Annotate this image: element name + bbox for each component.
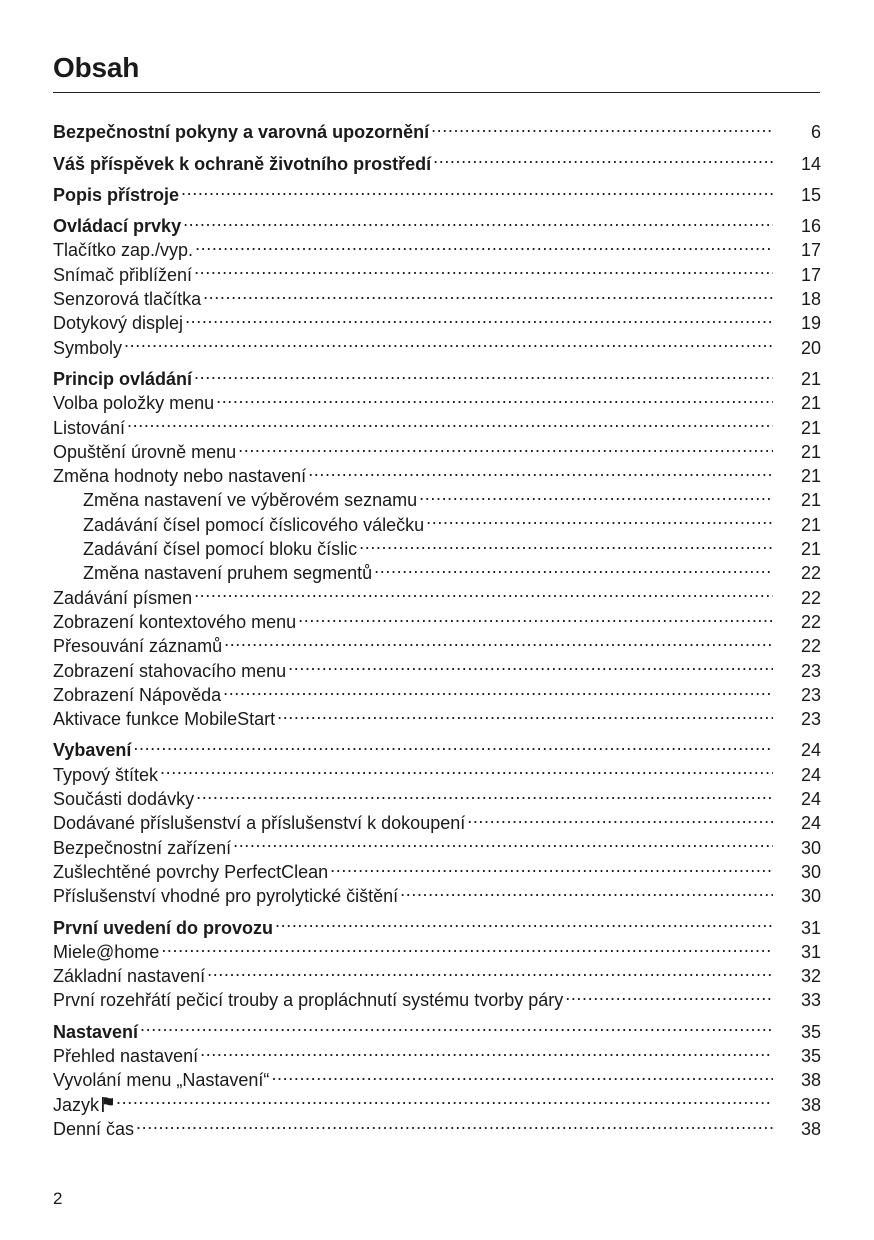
toc-chapter-entry[interactable]: [53, 909, 821, 938]
toc-entry-page: 30: [800, 886, 821, 907]
toc-entry-label-text: Snímač přiblížení: [53, 264, 193, 285]
toc-entry-label-text: Aktivace funkce MobileStart: [53, 709, 276, 730]
dot-leader: [308, 458, 773, 482]
toc-entry-label-text: Zobrazení kontextového menu: [53, 611, 297, 632]
dot-leader: [181, 177, 773, 201]
dot-leader: [238, 434, 773, 458]
toc-entry-page: 33: [800, 990, 821, 1011]
toc-section: [53, 208, 821, 358]
dot-leader: [426, 506, 773, 530]
toc-entry-label-text: Jazyk: [53, 1094, 100, 1115]
dot-leader: [194, 256, 773, 280]
toc-entry-label: [53, 586, 192, 610]
toc-entry-page: 30: [800, 861, 821, 882]
dot-leader: [196, 781, 773, 805]
toc-entry-label-text: Váš příspěvek k ochraně životního prostředí: [53, 153, 432, 174]
dot-leader: [467, 805, 773, 829]
toc-entry[interactable]: [53, 329, 821, 358]
toc-entry-label-text: Denní čas: [53, 1118, 135, 1139]
toc-entry-page: 24: [800, 764, 821, 785]
dot-leader: [140, 1013, 773, 1037]
dot-leader: [277, 701, 773, 725]
toc-entry-label: [53, 738, 131, 762]
toc-entry-page: 21: [800, 417, 821, 438]
toc-entry-label: [53, 537, 357, 561]
toc-entry-page: 30: [800, 837, 821, 858]
toc-chapter-entry[interactable]: [53, 732, 821, 761]
dot-leader: [288, 652, 773, 676]
toc-entry-label-text: Zadávání písmen: [53, 587, 193, 608]
toc-entry-label: [53, 464, 306, 488]
toc-entry-page: 20: [800, 337, 821, 358]
toc-entry-page: 21: [800, 368, 821, 389]
dot-leader: [127, 409, 773, 433]
toc-entry-label-text: Zadávání čísel pomocí bloku číslic: [83, 539, 358, 560]
toc-entry-label-text: Změna hodnoty nebo nastavení: [53, 466, 307, 487]
toc-entry-page: 14: [800, 153, 821, 174]
toc-entry-label-text: Přehled nastavení: [53, 1045, 199, 1066]
dot-leader: [185, 305, 773, 329]
toc-entry-page: 19: [800, 313, 821, 334]
toc-entry-label-text: Změna nastavení ve výběrovém seznamu: [83, 490, 418, 511]
toc-entry[interactable]: [53, 934, 821, 962]
toc-entry-label: [53, 238, 193, 262]
toc-entry-label: [53, 152, 431, 176]
dot-leader: [419, 482, 773, 506]
toc-entry-page: 23: [800, 684, 821, 705]
dot-leader: [160, 756, 773, 780]
toc-entry-page: 17: [800, 240, 821, 261]
toc-entry-label: [53, 367, 192, 391]
toc-entry-page: 21: [800, 490, 821, 511]
toc-entry-label: [53, 634, 222, 658]
toc-entry-label-text: Tlačítko zap./vyp.: [53, 240, 194, 261]
dot-leader: [565, 982, 773, 1006]
dot-leader: [194, 579, 773, 603]
toc-section: [53, 1013, 821, 1139]
toc-entry[interactable]: [53, 781, 821, 810]
toc-entry-label-text: Vybavení: [53, 740, 132, 761]
toc-entry-label-text: Opuštění úrovně menu: [53, 441, 237, 462]
toc-entry-label: [53, 1020, 138, 1044]
toc-entry-label: [53, 120, 429, 144]
toc-entry-label-text: Volba položky menu: [53, 393, 215, 414]
toc-entry-page: 21: [800, 441, 821, 462]
toc-section: [53, 114, 821, 143]
toc-section: [53, 909, 821, 1011]
toc-entry-label: [53, 263, 192, 287]
dot-leader: [136, 1111, 773, 1135]
toc-entry-label-text: Typový štítek: [53, 764, 159, 785]
toc-entry-label-text: Dodávané příslušenství a příslušenství k dokoupení: [53, 813, 466, 834]
toc-entry-label: [53, 183, 179, 207]
toc-entry-page: 22: [800, 636, 821, 657]
dot-leader: [275, 909, 773, 933]
toc-chapter-entry[interactable]: [53, 1013, 821, 1042]
toc-entry-label: [53, 964, 205, 988]
toc-entry-label: [53, 336, 122, 360]
toc-entry-label-text: Součásti dodávky: [53, 789, 195, 810]
toc-entry-label: [53, 884, 398, 908]
toc-entry-page: 16: [800, 216, 821, 237]
toc-entry-page: 17: [800, 264, 821, 285]
page-number: 2: [53, 1189, 63, 1208]
toc-entry-page: 22: [800, 563, 821, 584]
toc-entry-label-text: Zadávání čísel pomocí číslicového válečku: [83, 514, 425, 535]
toc-section: [53, 732, 821, 907]
toc-entry-label-text: Symboly: [53, 337, 123, 358]
toc-entry[interactable]: [53, 958, 821, 987]
toc-entry-page: 31: [800, 941, 821, 962]
toc-entry-page: 24: [800, 813, 821, 834]
toc-entry-label: [53, 860, 328, 884]
toc-entry-page: 6: [810, 122, 821, 143]
dot-leader: [359, 531, 773, 555]
toc-entry-label: [53, 1117, 134, 1141]
dot-leader: [216, 385, 773, 409]
toc-entry-label-text: Zušlechtěné povrchy PerfectClean: [53, 861, 329, 882]
toc-entry-label: [53, 416, 125, 440]
dot-leader: [400, 878, 773, 902]
toc-entry-page: 22: [800, 587, 821, 608]
toc-entry-page: 35: [800, 1045, 821, 1066]
toc-entry-page: 38: [800, 1118, 821, 1139]
dot-leader: [200, 1038, 773, 1062]
toc-entry-label-text: Příslušenství vhodné pro pyrolytické čištění: [53, 886, 399, 907]
toc-entry-page: 23: [800, 660, 821, 681]
toc-entry-label: [53, 707, 275, 731]
toc-entry-page: 21: [800, 466, 821, 487]
toc-entry[interactable]: [53, 1086, 821, 1115]
toc-entry-label: [53, 988, 563, 1012]
toc-entry-label: [53, 287, 201, 311]
toc-entry-label: [53, 836, 231, 860]
toc-entry-label-text: Bezpečnostní pokyny a varovná upozornění: [53, 122, 430, 143]
toc-entry-label-text: Listování: [53, 417, 126, 438]
toc-chapter-entry[interactable]: [53, 177, 821, 205]
dot-leader: [233, 829, 773, 853]
toc-entry-label-text: Miele@home: [53, 941, 160, 962]
toc-chapter-entry[interactable]: [53, 361, 821, 389]
toc-entry-label: [53, 763, 158, 787]
dot-leader: [161, 934, 773, 958]
toc-entry-page: 15: [800, 184, 821, 205]
toc-entry[interactable]: [53, 434, 821, 462]
title-divider: [53, 92, 820, 93]
toc-entry-page: 21: [800, 539, 821, 560]
toc-entry-page: 24: [800, 740, 821, 761]
table-of-contents: [53, 114, 821, 1142]
toc-entry-label-text: Změna nastavení pruhem segmentů: [83, 563, 373, 584]
toc-entry-label: [53, 1093, 114, 1117]
toc-chapter-entry[interactable]: [53, 145, 821, 174]
dot-leader: [124, 329, 773, 353]
toc-entry-label-text: Dotykový displej: [53, 313, 184, 334]
toc-entry-label: [53, 683, 221, 707]
toc-entry-page: 21: [800, 514, 821, 535]
toc-entry-label-text: Princip ovládání: [53, 368, 193, 389]
toc-entry[interactable]: [53, 1111, 821, 1139]
dot-leader: [433, 145, 773, 169]
toc-entry-page: 31: [800, 917, 821, 938]
toc-entry-page: 32: [800, 966, 821, 987]
dot-leader: [195, 232, 773, 256]
toc-chapter-entry[interactable]: [53, 208, 821, 237]
toc-entry-label: [53, 940, 159, 964]
toc-entry[interactable]: [53, 756, 821, 785]
toc-entry-page: 23: [800, 709, 821, 730]
toc-entry-label-text: Senzorová tlačítka: [53, 289, 202, 310]
toc-entry-page: 38: [800, 1070, 821, 1091]
page-title: Obsah: [53, 52, 140, 83]
dot-leader: [223, 677, 773, 701]
toc-section: [53, 361, 821, 730]
dot-leader: [224, 628, 773, 652]
toc-entry-label: [53, 488, 417, 512]
toc-entry-page: 22: [800, 611, 821, 632]
dot-leader: [330, 854, 773, 878]
dot-leader: [207, 958, 773, 982]
toc-entry-label-text: Přesouvání záznamů: [53, 636, 223, 657]
toc-section: [53, 145, 821, 174]
toc-entry-label-text: Bezpečnostní zařízení: [53, 837, 232, 858]
dot-leader: [194, 361, 773, 385]
toc-entry-label-text: První rozehřátí pečicí trouby a propláchnutí systému tvorby páry: [53, 990, 564, 1011]
toc-entry-page: 18: [800, 289, 821, 310]
toc-entry-label-text: První uvedení do provozu: [53, 917, 274, 938]
toc-entry[interactable]: [53, 1038, 821, 1066]
toc-entry-label-text: Vyvolání menu „Nastavení“: [53, 1070, 270, 1091]
toc-entry-label-text: Základní nastavení: [53, 966, 206, 987]
flag-icon: [101, 1096, 114, 1113]
dot-leader: [203, 281, 773, 305]
toc-entry-label-text: Zobrazení stahovacího menu: [53, 660, 287, 681]
toc-section: [53, 177, 821, 205]
toc-entry-page: 21: [800, 393, 821, 414]
dot-leader: [431, 114, 773, 138]
toc-chapter-entry[interactable]: [53, 114, 821, 143]
toc-entry-page: 38: [800, 1094, 821, 1115]
toc-entry-label: [53, 214, 181, 238]
dot-leader: [298, 604, 773, 628]
toc-entry-label: [53, 1044, 198, 1068]
toc-entry-page: 35: [800, 1021, 821, 1042]
toc-entry[interactable]: [53, 409, 821, 438]
toc-entry-label-text: Zobrazení Nápověda: [53, 684, 222, 705]
toc-entry-label: [53, 440, 236, 464]
dot-leader: [271, 1062, 773, 1086]
dot-leader: [133, 732, 773, 756]
dot-leader: [183, 208, 773, 232]
toc-entry-label-text: Ovládací prvky: [53, 216, 182, 237]
toc-entry-label-text: Popis přístroje: [53, 184, 180, 205]
toc-entry-label: [53, 787, 194, 811]
dot-leader: [116, 1086, 773, 1110]
toc-entry-label-text: Nastavení: [53, 1021, 139, 1042]
dot-leader: [374, 555, 773, 579]
toc-entry-page: 24: [800, 789, 821, 810]
